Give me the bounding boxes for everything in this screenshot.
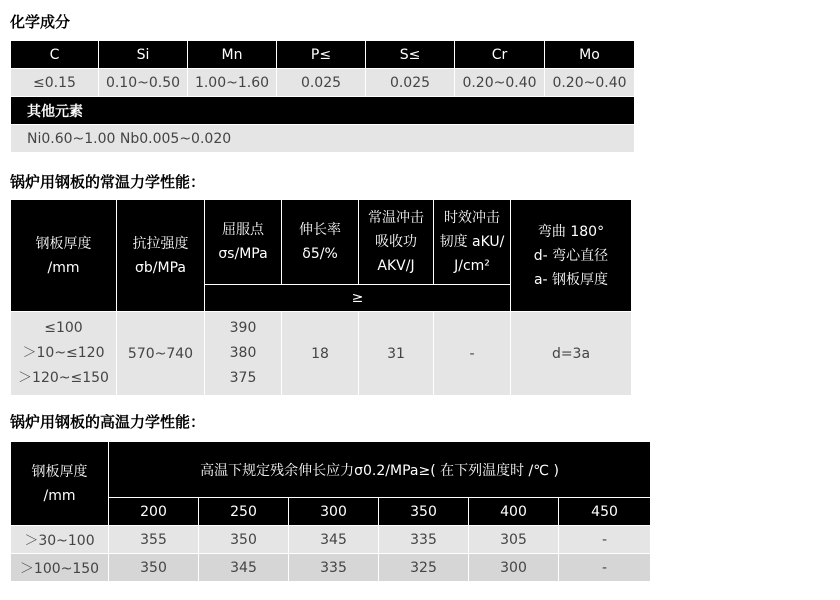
table-row xyxy=(11,526,651,554)
room-temp-table xyxy=(10,199,632,396)
ht-cell-value: 325 xyxy=(379,554,469,582)
chem-header-p: P≤ xyxy=(277,41,366,69)
chem-header-mn: Mn xyxy=(188,41,277,69)
ht-header-temp-450: 450 xyxy=(559,498,651,526)
rt-cell-yield: 390 380 375 xyxy=(205,312,282,396)
rt-cell-elongation: 18 xyxy=(282,312,359,396)
chem-header-si: Si xyxy=(99,41,188,69)
ht-header-temp-200: 200 xyxy=(109,498,199,526)
rt-header-tensile: 抗拉强度 σb/MPa xyxy=(117,200,205,312)
room-temp-title: 锅炉用钢板的常温力学性能： xyxy=(10,173,206,191)
ht-cell-value: 345 xyxy=(199,554,289,582)
ht-header-temp-250: 250 xyxy=(199,498,289,526)
chem-value-mn: 1.00~1.60 xyxy=(188,69,277,97)
rt-header-bend: 弯曲 180° d- 弯心直径 a- 钢板厚度 xyxy=(511,200,632,312)
chem-value-mo: 0.20~0.40 xyxy=(545,69,635,97)
rt-header-yield: 屈服点 σs/MPa xyxy=(205,200,282,285)
chem-header-mo: Mo xyxy=(545,41,635,69)
ht-header-thickness: 钢板厚度 /mm xyxy=(11,442,109,526)
ht-cell-value: 305 xyxy=(469,526,559,554)
high-temp-table xyxy=(10,441,651,582)
chem-header-c: C xyxy=(11,41,99,69)
ht-cell-value: 345 xyxy=(289,526,379,554)
chem-header-s: S≤ xyxy=(366,41,455,69)
rt-header-elongation: 伸长率 δ5/% xyxy=(282,200,359,285)
chem-value-p: 0.025 xyxy=(277,69,366,97)
rt-cell-bend: d=3a xyxy=(511,312,632,396)
chemical-title: 化学成分 xyxy=(10,13,71,31)
rt-header-ge: ≥ xyxy=(205,285,511,312)
chem-other-value: Ni0.60~1.00 Nb0.005~0.020 xyxy=(11,125,635,153)
ht-header-temp-350: 350 xyxy=(379,498,469,526)
rt-header-aging: 时效冲击 韧度 aKU/ J/cm² xyxy=(434,200,511,285)
ht-header-temp-300: 300 xyxy=(289,498,379,526)
ht-cell-value: - xyxy=(559,526,651,554)
chem-value-cr: 0.20~0.40 xyxy=(455,69,545,97)
chemical-table xyxy=(10,40,635,153)
table-row xyxy=(11,554,651,582)
ht-header-span: 高温下规定残余伸长应力σ0.2/MPa≥( 在下列温度时 /℃ ) xyxy=(109,442,651,498)
chem-value-s: 0.025 xyxy=(366,69,455,97)
rt-cell-tensile: 570~740 xyxy=(117,312,205,396)
ht-header-temp-400: 400 xyxy=(469,498,559,526)
ht-cell-value: 350 xyxy=(109,554,199,582)
rt-cell-impact: 31 xyxy=(359,312,434,396)
ht-cell-value: 350 xyxy=(199,526,289,554)
rt-cell-thickness: ≤100 ＞10~≤120 ＞120~≤150 xyxy=(11,312,117,396)
ht-cell-value: - xyxy=(559,554,651,582)
rt-cell-aging: - xyxy=(434,312,511,396)
ht-cell-value: 335 xyxy=(379,526,469,554)
ht-cell-value: 355 xyxy=(109,526,199,554)
ht-cell-value: 300 xyxy=(469,554,559,582)
chem-header-cr: Cr xyxy=(455,41,545,69)
rt-header-impact: 常温冲击 吸收功 AKV/J xyxy=(359,200,434,285)
chem-other-label: 其他元素 xyxy=(11,97,635,125)
ht-cell-value: 335 xyxy=(289,554,379,582)
ht-cell-thickness: ＞100~150 xyxy=(11,554,109,582)
high-temp-title: 锅炉用钢板的高温力学性能： xyxy=(10,413,206,431)
rt-header-thickness: 钢板厚度 /mm xyxy=(11,200,117,312)
chem-value-si: 0.10~0.50 xyxy=(99,69,188,97)
chem-value-c: ≤0.15 xyxy=(11,69,99,97)
ht-cell-thickness: ＞30~100 xyxy=(11,526,109,554)
